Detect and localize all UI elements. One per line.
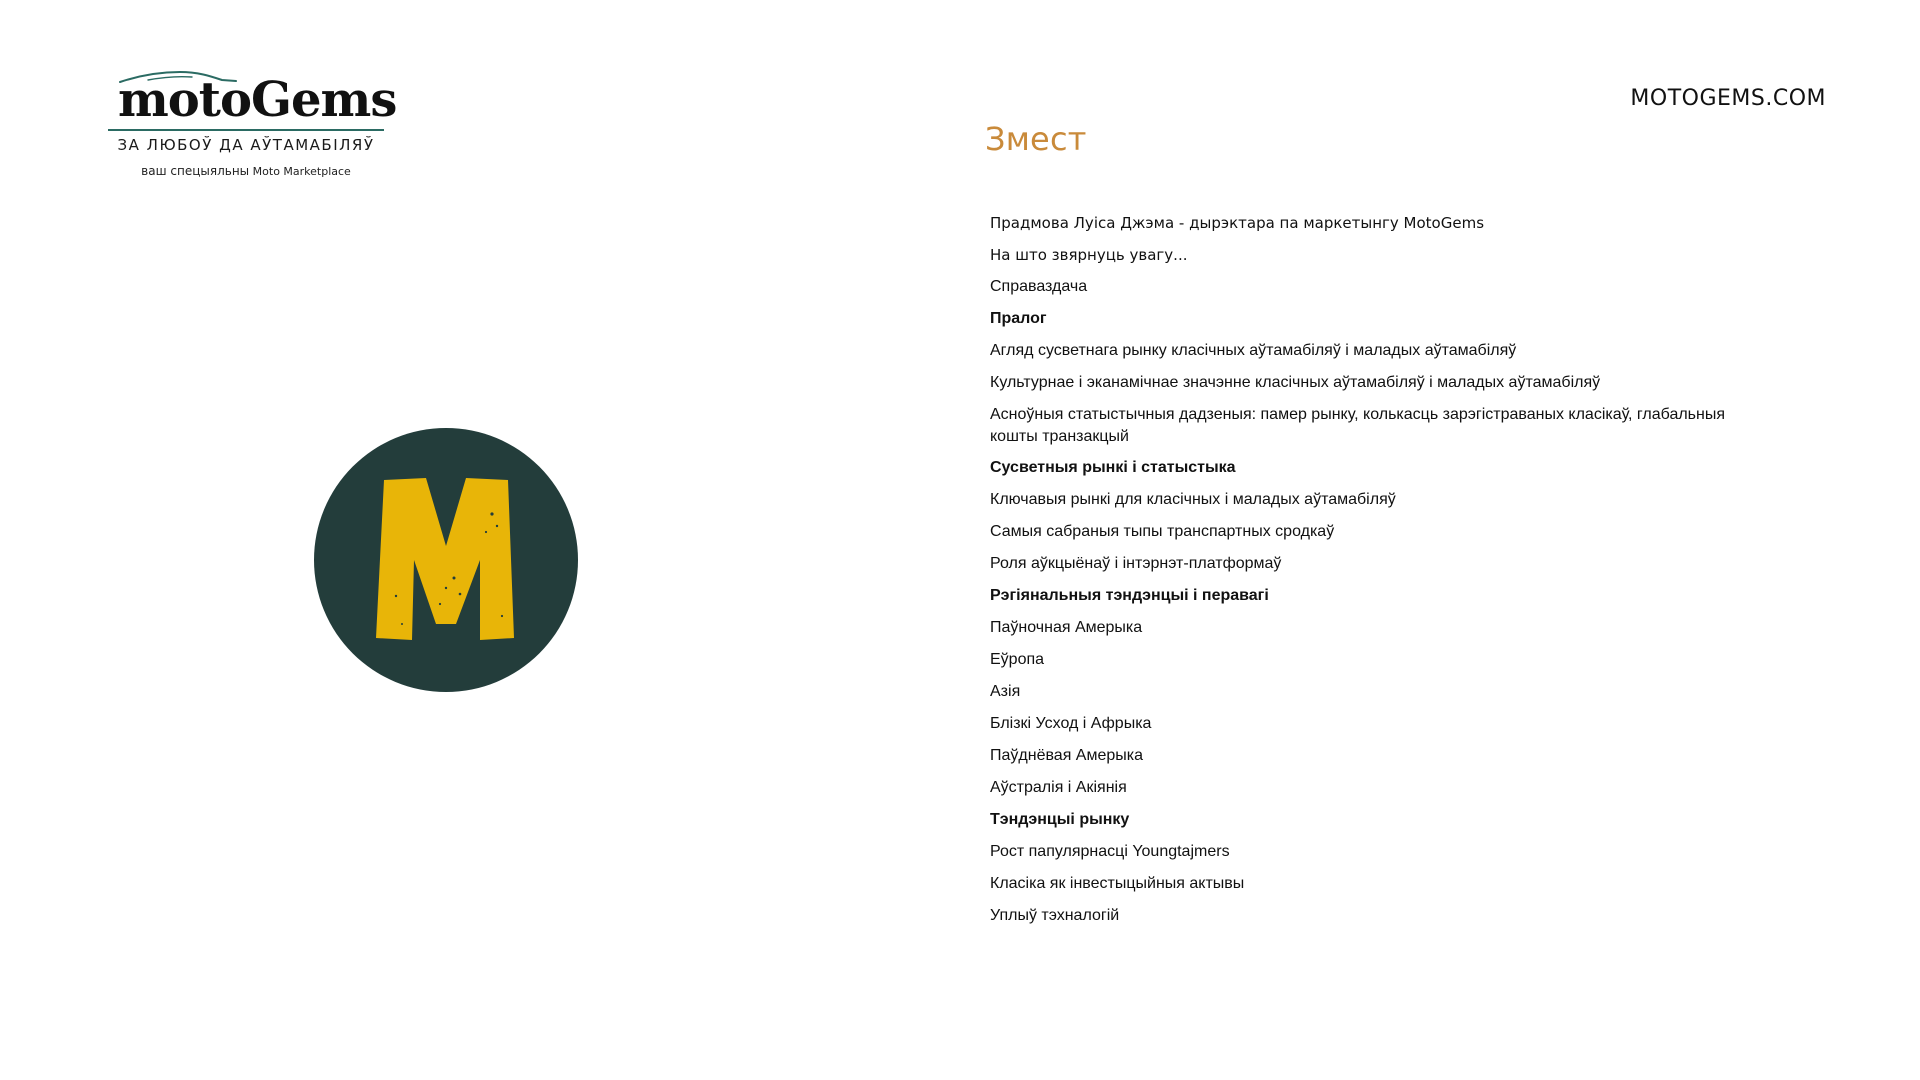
logo-divider bbox=[108, 129, 384, 131]
toc-item[interactable]: Паўночная Амерыка bbox=[990, 619, 1143, 636]
toc-item[interactable]: Асноўныя статыстычныя дадзеныя: памер рынку, колькасць зарэгістраваных класікаў, глабальныя кошты транзакцый bbox=[990, 406, 1726, 445]
toc-item[interactable]: Самыя сабраныя тыпы транспартных сродкаў bbox=[990, 523, 1335, 540]
toc-item[interactable]: Справаздача bbox=[990, 278, 1088, 295]
toc-list bbox=[990, 212, 1750, 937]
site-url-link[interactable]: MOTOGEMS.COM bbox=[1630, 86, 1826, 111]
toc-item[interactable]: Класіка як інвестыцыйныя актывы bbox=[990, 875, 1245, 892]
toc-item[interactable]: Уплыў тэхналогій bbox=[990, 907, 1120, 924]
toc-item[interactable]: Рост папулярнасці Youngtajmers bbox=[990, 843, 1230, 860]
logo-tagline: ЗА ЛЮБОЎ ДА АЎТАМАБІЛЯЎ bbox=[117, 136, 375, 154]
toc-section-heading[interactable]: Пралог bbox=[990, 310, 1047, 327]
logo-wordmark: motoGems bbox=[118, 72, 397, 128]
toc-item[interactable]: Блізкі Усход і Афрыка bbox=[990, 715, 1152, 732]
toc-section-heading[interactable]: Рэгіянальныя тэндэнцыі і перавагі bbox=[990, 587, 1269, 604]
logo-subtitle bbox=[108, 164, 384, 178]
logo-subtitle-prefix: ваш спецыяльны bbox=[141, 164, 250, 178]
toc-title: Змест bbox=[985, 120, 1087, 158]
logo-subtitle-suffix: Moto Marketplace bbox=[252, 165, 351, 178]
toc-item[interactable]: Паўднёвая Амерыка bbox=[990, 747, 1144, 764]
motogems-logo bbox=[108, 68, 397, 180]
toc-item[interactable]: Прадмова Луіса Джэма - дырэктара па маркетынгу MotoGems bbox=[990, 214, 1485, 232]
toc-item[interactable]: На што звярнуць увагу... bbox=[990, 246, 1188, 264]
toc-section-heading[interactable]: Тэндэнцыі рынку bbox=[990, 811, 1130, 828]
toc-item[interactable]: Агляд сусветнага рынку класічных аўтамабіляў і маладых аўтамабіляў bbox=[990, 342, 1517, 359]
toc-item[interactable]: Роля аўкцыёнаў і інтэрнэт-платформаў bbox=[990, 555, 1282, 572]
toc-item[interactable]: Азія bbox=[990, 683, 1021, 700]
m-emblem-icon bbox=[314, 428, 578, 692]
toc-item[interactable]: Еўропа bbox=[990, 651, 1045, 668]
toc-section-heading[interactable]: Сусветныя рынкі і статыстыка bbox=[990, 459, 1236, 476]
toc-item[interactable]: Аўстралія і Акіянія bbox=[990, 779, 1127, 796]
toc-item[interactable]: Культурнае і эканамічнае значэнне класічных аўтамабіляў і маладых аўтамабіляў bbox=[990, 374, 1601, 391]
toc-item[interactable]: Ключавыя рынкі для класічных і маладых аўтамабіляў bbox=[990, 491, 1396, 508]
